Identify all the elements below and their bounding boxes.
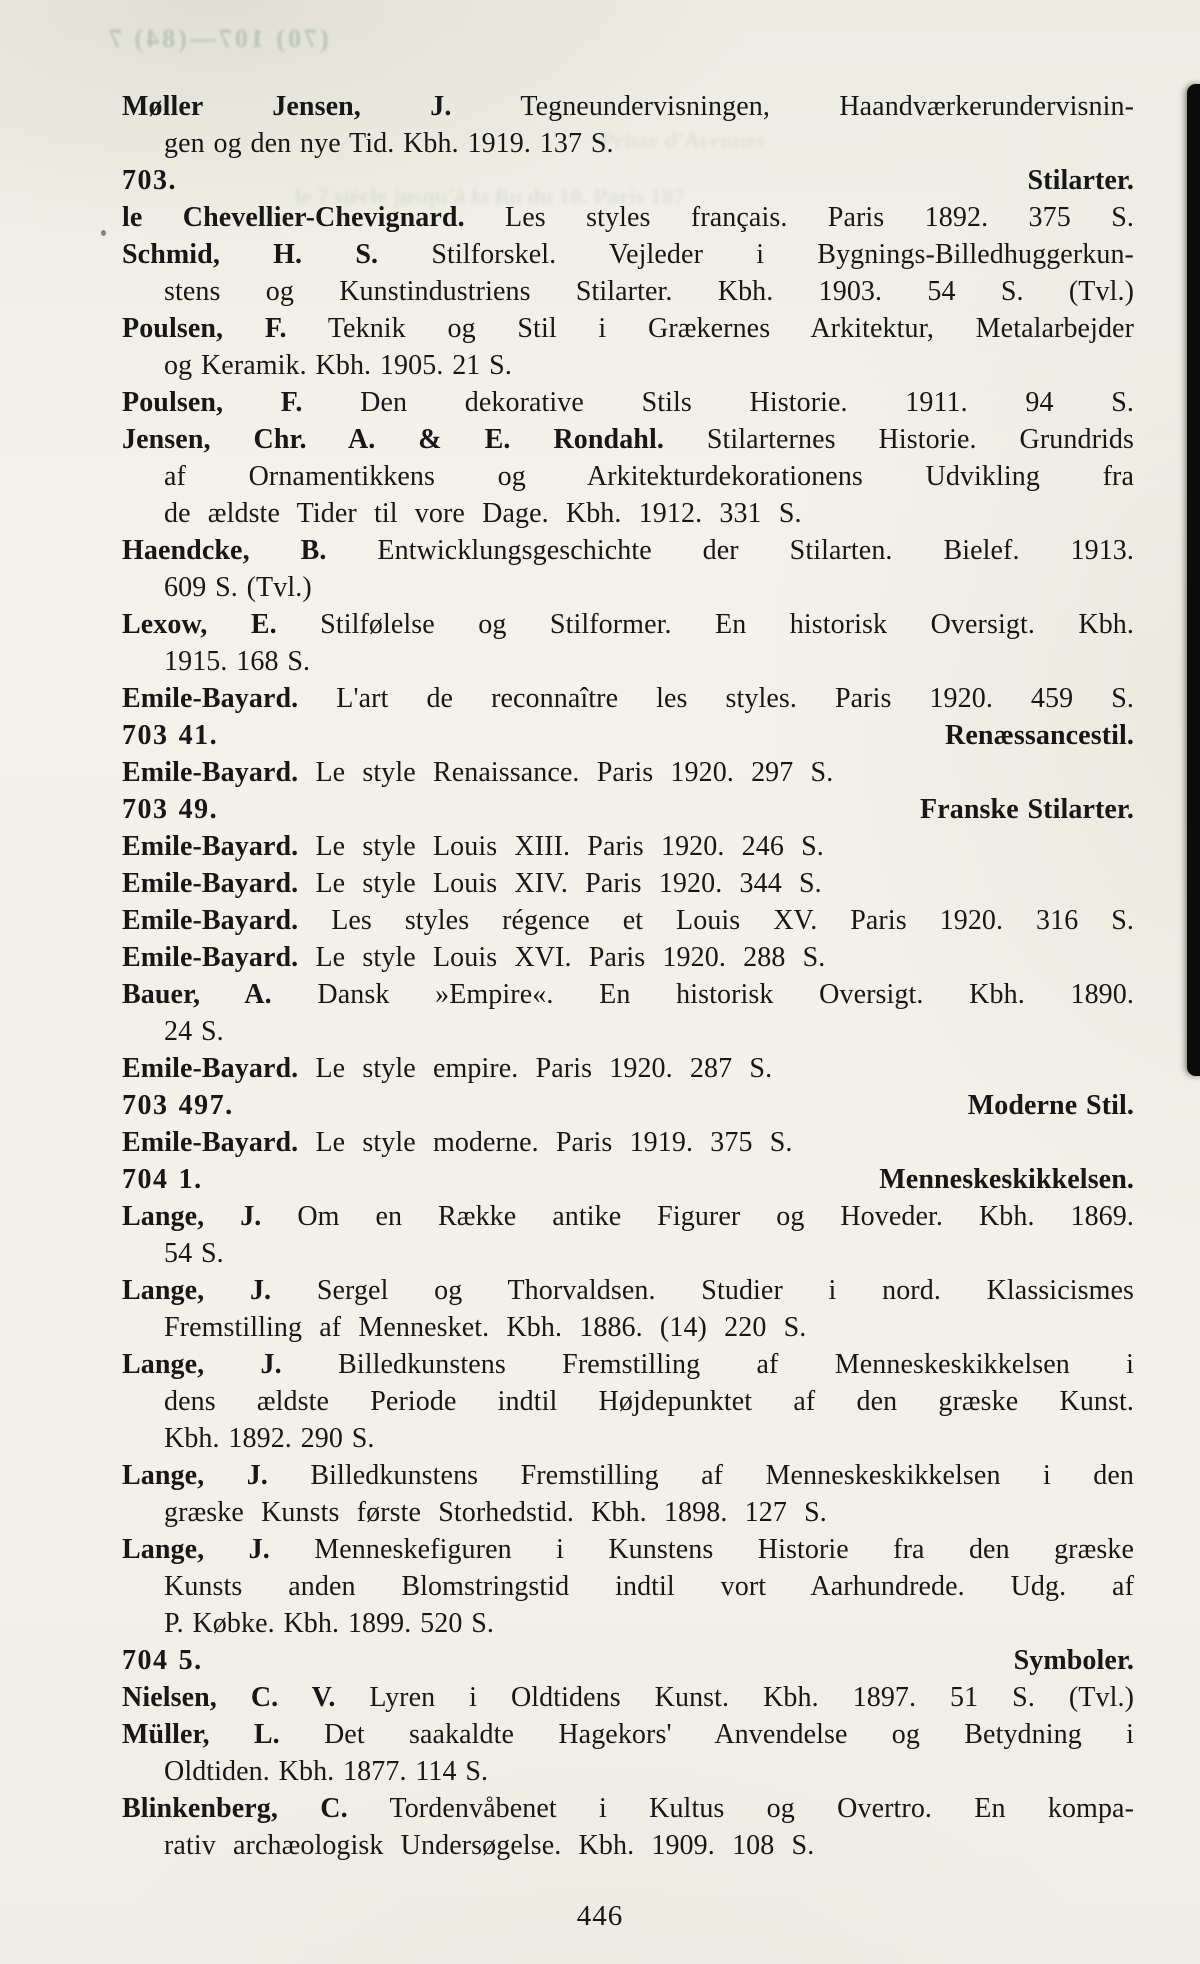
entry-text: Le style empire. Paris 1920. 287 S. bbox=[298, 1053, 773, 1084]
entry-continuation-line bbox=[122, 1753, 1134, 1790]
author-name: Nielsen, C. V. bbox=[122, 1682, 336, 1713]
catalog-entry-line bbox=[122, 384, 1134, 421]
entry-text: græske Kunsts første Storhedstid. Kbh. 1898. 127 S. bbox=[164, 1497, 827, 1528]
entry-continuation-line bbox=[122, 643, 1134, 680]
catalog-entry-line bbox=[122, 865, 1134, 902]
entry-continuation-line bbox=[122, 273, 1134, 310]
catalog-entry-line bbox=[122, 1272, 1134, 1309]
section-heading-row bbox=[122, 1161, 1134, 1198]
classification-code: 703. bbox=[122, 165, 177, 196]
entry-text: Le style Louis XVI. Paris 1920. 288 S. bbox=[298, 942, 826, 973]
classification-code: 703 41. bbox=[122, 720, 219, 751]
author-name: le Chevellier-Chevignard. bbox=[122, 202, 465, 233]
entry-text: L'art de reconnaître les styles. Paris 1920. 459 S. bbox=[298, 683, 1134, 714]
catalog-entry-line bbox=[122, 1124, 1134, 1161]
entry-text: Kunsts anden Blomstringstid indtil vort Aarhundrede. Udg. af bbox=[164, 1571, 1134, 1602]
author-name: Poulsen, F. bbox=[122, 313, 287, 344]
entry-text: Dansk »Empire«. En historisk Oversigt. Kbh. 1890. bbox=[271, 979, 1134, 1010]
author-name: Emile-Bayard. bbox=[122, 831, 299, 862]
section-heading-row bbox=[122, 1087, 1134, 1124]
entry-text: Om en Række antike Figurer og Hoveder. Kbh. 1869. bbox=[261, 1201, 1134, 1232]
entry-text: Stilfølelse og Stilformer. En historisk Oversigt. Kbh. bbox=[276, 609, 1134, 640]
section-heading-row bbox=[122, 162, 1134, 199]
catalog-entry-line bbox=[122, 1531, 1134, 1568]
entry-text: Le style Louis XIII. Paris 1920. 246 S. bbox=[298, 831, 824, 862]
author-name: Lange, J. bbox=[122, 1534, 270, 1565]
entry-text: Fremstilling af Mennesket. Kbh. 1886. (14) 220 S. bbox=[164, 1312, 807, 1343]
catalog-entry-line bbox=[122, 1198, 1134, 1235]
entry-text: dens ældste Periode indtil Højdepunktet af den græske Kunst. bbox=[164, 1386, 1134, 1417]
entry-text: Menneskefiguren i Kunstens Historie fra den græske bbox=[269, 1534, 1134, 1565]
entry-continuation-line bbox=[122, 1568, 1134, 1605]
entry-continuation-line bbox=[122, 125, 1134, 162]
author-name: Emile-Bayard. bbox=[122, 1127, 299, 1158]
author-name: Haendcke, B. bbox=[122, 535, 327, 566]
author-name: Müller, L. bbox=[122, 1719, 280, 1750]
catalog-text-block bbox=[0, 88, 1200, 1864]
page-number: 446 bbox=[576, 1900, 624, 1932]
entry-text: Oldtiden. Kbh. 1877. 114 S. bbox=[164, 1756, 489, 1787]
author-name: Emile-Bayard. bbox=[122, 942, 299, 973]
author-name: Emile-Bayard. bbox=[122, 1053, 299, 1084]
classification-code: 704 1. bbox=[122, 1164, 203, 1195]
entry-text: og Keramik. Kbh. 1905. 21 S. bbox=[164, 350, 512, 381]
catalog-entry-line bbox=[122, 606, 1134, 643]
author-name: Emile-Bayard. bbox=[122, 905, 299, 936]
entry-text: Den dekorative Stils Historie. 1911. 94 S. bbox=[302, 387, 1134, 418]
entry-text: Le style moderne. Paris 1919. 375 S. bbox=[298, 1127, 793, 1158]
author-name: Lange, J. bbox=[122, 1275, 272, 1306]
catalog-entry-line bbox=[122, 1050, 1134, 1087]
entry-text: Stilforskel. Vejleder i Bygnings-Billedhuggerkun- bbox=[378, 239, 1134, 270]
entry-text: Tegneundervisningen, Haandværkerundervisnin- bbox=[451, 91, 1134, 122]
author-name: Jensen, Chr. A. & E. Rondahl. bbox=[122, 424, 664, 455]
catalog-entry-line bbox=[122, 236, 1134, 273]
section-title: Symboler. bbox=[1013, 1645, 1134, 1676]
catalog-entry-line bbox=[122, 421, 1134, 458]
section-heading-row bbox=[122, 791, 1134, 828]
author-name: Emile-Bayard. bbox=[122, 757, 299, 788]
entry-text: 1915. 168 S. bbox=[164, 646, 311, 677]
catalog-entry-line bbox=[122, 976, 1134, 1013]
entry-text: Teknik og Stil i Grækernes Arkitektur, Metalarbejder bbox=[286, 313, 1134, 344]
entry-text: Stilarternes Historie. Grundrids bbox=[663, 424, 1134, 455]
catalog-entry-line bbox=[122, 199, 1134, 236]
section-title: Moderne Stil. bbox=[967, 1090, 1134, 1121]
entry-text: Le style Louis XIV. Paris 1920. 344 S. bbox=[298, 868, 822, 899]
entry-text: Lyren i Oldtidens Kunst. Kbh. 1897. 51 S. (Tvl.) bbox=[335, 1682, 1134, 1713]
entry-text: 24 S. bbox=[164, 1016, 224, 1047]
section-heading-row bbox=[122, 1642, 1134, 1679]
bleed-through-text: Prisse d'Avennes bbox=[600, 128, 766, 153]
entry-continuation-line bbox=[122, 569, 1134, 606]
author-name: Emile-Bayard. bbox=[122, 868, 299, 899]
classification-code: 703 49. bbox=[122, 794, 219, 825]
bleed-through-text: le 7 siècle jusqu'à la fin du 18. Paris 187 bbox=[295, 184, 685, 209]
section-title: Menneskeskikkelsen. bbox=[879, 1164, 1134, 1195]
catalog-entry-line bbox=[122, 939, 1134, 976]
entry-text: de ældste Tider til vore Dage. Kbh. 1912. 331 S. bbox=[164, 498, 802, 529]
catalog-entry-line bbox=[122, 532, 1134, 569]
section-title: Stilarter. bbox=[1027, 165, 1134, 196]
entry-continuation-line bbox=[122, 1827, 1134, 1864]
entry-continuation-line bbox=[122, 347, 1134, 384]
entry-text: 54 S. bbox=[164, 1238, 224, 1269]
entry-text: Det saakaldte Hagekors' Anvendelse og Betydning i bbox=[279, 1719, 1134, 1750]
entry-text: Billedkunstens Fremstilling af Menneskeskikkelsen i den bbox=[267, 1460, 1134, 1491]
author-name: Lange, J. bbox=[122, 1460, 268, 1491]
catalog-entry-line bbox=[122, 680, 1134, 717]
entry-text: Les styles régence et Louis XV. Paris 1920. 316 S. bbox=[298, 905, 1134, 936]
author-name: Møller Jensen, J. bbox=[122, 91, 452, 122]
catalog-entry-line bbox=[122, 1716, 1134, 1753]
catalog-entry-line bbox=[122, 310, 1134, 347]
entry-continuation-line bbox=[122, 495, 1134, 532]
author-name: Bauer, A. bbox=[122, 979, 272, 1010]
entry-text: P. Købke. Kbh. 1899. 520 S. bbox=[164, 1608, 495, 1639]
catalog-entry-line bbox=[122, 88, 1134, 125]
entry-text: stens og Kunstindustriens Stilarter. Kbh. 1903. 54 S. (Tvl.) bbox=[164, 276, 1134, 307]
entry-continuation-line bbox=[122, 1494, 1134, 1531]
author-name: Lexow, E. bbox=[122, 609, 277, 640]
classification-code: 704 5. bbox=[122, 1645, 203, 1676]
entry-continuation-line bbox=[122, 1420, 1134, 1457]
entry-text: Kbh. 1892. 290 S. bbox=[164, 1423, 375, 1454]
entry-text: Le style Renaissance. Paris 1920. 297 S. bbox=[298, 757, 834, 788]
catalog-entry-line bbox=[122, 1790, 1134, 1827]
catalog-entry-line bbox=[122, 902, 1134, 939]
entry-continuation-line bbox=[122, 458, 1134, 495]
author-name: Blinkenberg, C. bbox=[122, 1793, 348, 1824]
section-title: Renæssancestil. bbox=[945, 720, 1134, 751]
entry-continuation-line bbox=[122, 1309, 1134, 1346]
entry-continuation-line bbox=[122, 1383, 1134, 1420]
classification-code: 703 497. bbox=[122, 1090, 234, 1121]
entry-text: 609 S. (Tvl.) bbox=[164, 572, 312, 603]
section-title: Franske Stilarter. bbox=[920, 794, 1134, 825]
entry-text: Billedkunstens Fremstilling af Menneskeskikkelsen i bbox=[281, 1349, 1134, 1380]
author-name: Poulsen, F. bbox=[122, 387, 303, 418]
catalog-entry-line bbox=[122, 1457, 1134, 1494]
catalog-entry-line bbox=[122, 1679, 1134, 1716]
catalog-entry-line bbox=[122, 1346, 1134, 1383]
author-name: Schmid, H. S. bbox=[122, 239, 379, 270]
author-name: Lange, J. bbox=[122, 1349, 282, 1380]
entry-text: af Ornamentikkens og Arkitekturdekorationens Udvikling fra bbox=[164, 461, 1134, 492]
entry-text: Sergel og Thorvaldsen. Studier i nord. Klassicismes bbox=[271, 1275, 1134, 1306]
entry-text: Entwicklungsgeschichte der Stilarten. Bielef. 1913. bbox=[326, 535, 1134, 566]
book-edge-shadow bbox=[1187, 84, 1200, 1076]
section-heading-row bbox=[122, 717, 1134, 754]
entry-text: Les styles français. Paris 1892. 375 S. bbox=[464, 202, 1134, 233]
author-name: Emile-Bayard. bbox=[122, 683, 299, 714]
entry-text: gen og den nye Tid. Kbh. 1919. 137 S. bbox=[164, 128, 614, 159]
entry-continuation-line bbox=[122, 1235, 1134, 1272]
catalog-entry-line bbox=[122, 828, 1134, 865]
entry-text: rativ archæologisk Undersøgelse. Kbh. 1909. 108 S. bbox=[164, 1830, 815, 1861]
catalog-entry-line bbox=[122, 754, 1134, 791]
bleed-through-text: (70) 107—(84) 7 bbox=[106, 24, 329, 53]
entry-text: Tordenvåbenet i Kultus og Overtro. En kompa- bbox=[347, 1793, 1134, 1824]
author-name: Lange, J. bbox=[122, 1201, 262, 1232]
entry-continuation-line bbox=[122, 1605, 1134, 1642]
entry-continuation-line bbox=[122, 1013, 1134, 1050]
